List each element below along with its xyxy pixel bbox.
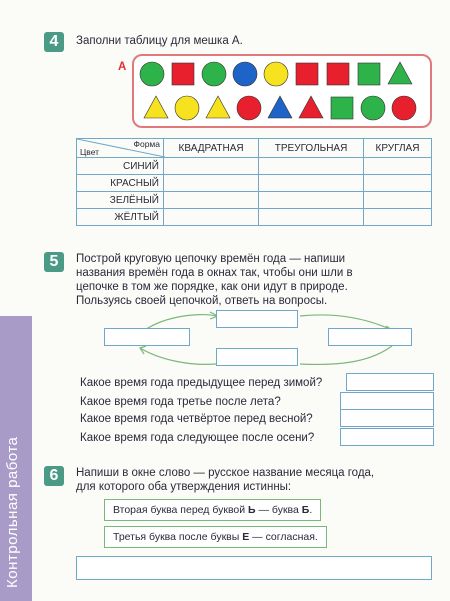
bag-circle [175, 96, 199, 120]
answer-cell[interactable] [363, 175, 431, 192]
task4-number: 4 [44, 32, 64, 52]
task6-line: Напиши в окне слово — русское название месяца года, [76, 467, 375, 479]
answer-cell[interactable] [363, 158, 431, 175]
month-answer-field[interactable] [76, 556, 432, 580]
bag-triangle [299, 96, 323, 118]
task4-title: Заполни таблицу для мешка А. [76, 35, 243, 47]
statement-text: Вторая буква перед буквой [113, 504, 249, 516]
answer-cell[interactable] [259, 158, 364, 175]
row-label: ЖЁЛТЫЙ [77, 209, 164, 226]
corner-top: Форма [133, 139, 160, 149]
table-row [77, 209, 432, 226]
bag-circle [392, 96, 416, 120]
sidebar [0, 0, 32, 601]
statement-text: — согласная. [249, 531, 318, 543]
answer-field[interactable] [340, 428, 434, 446]
task5-line: цепочке в том же порядке, как они идут в природе. [76, 281, 348, 293]
table-row [77, 192, 432, 209]
task6-number: 6 [44, 466, 64, 486]
season-window[interactable] [328, 328, 412, 346]
question: Какое время года третье после лета? [80, 396, 281, 408]
question: Какое время года предыдущее перед зимой? [80, 377, 323, 389]
statement-letter: Ь [248, 504, 256, 516]
statement-1 [104, 499, 321, 521]
season-window[interactable] [216, 348, 298, 366]
statement-text: Третья буква после буквы [113, 531, 243, 543]
col-header: КРУГЛАЯ [363, 139, 431, 158]
question: Какое время года следующее после осени? [80, 432, 315, 444]
statement-letter: Б [301, 504, 310, 516]
bag-circle [361, 96, 385, 120]
bag-triangle [206, 96, 230, 118]
answer-cell[interactable] [259, 209, 364, 226]
bag-circle [237, 96, 261, 120]
answer-field[interactable] [340, 409, 434, 427]
bag-circle [202, 62, 226, 86]
corner-bottom: Цвет [80, 147, 100, 157]
answer-cell[interactable] [259, 192, 364, 209]
task5-line: Пользуясь своей цепочкой, ответь на вопросы. [76, 295, 328, 307]
row-label: СИНИЙ [77, 158, 164, 175]
bag-triangle [144, 96, 168, 118]
col-header: КВАДРАТНАЯ [164, 139, 259, 158]
bag-square [331, 97, 353, 119]
answer-cell[interactable] [164, 175, 259, 192]
answer-cell[interactable] [363, 209, 431, 226]
answer-cell[interactable] [363, 192, 431, 209]
task6-line: для которого оба утверждения истинны: [76, 481, 292, 493]
bag-label: А [118, 61, 127, 73]
bag-shapes [134, 56, 430, 126]
bag-square [358, 63, 380, 85]
statement-2 [104, 526, 327, 548]
task5-line: названия времён года в окнах так, чтобы они шли в [76, 267, 353, 279]
col-header: ТРЕУГОЛЬНАЯ [259, 139, 364, 158]
bag-circle [233, 62, 257, 86]
bag-square [296, 63, 318, 85]
bag-circle [140, 62, 164, 86]
bag-triangle [268, 96, 292, 118]
task5-number: 5 [44, 252, 64, 272]
answer-cell[interactable] [164, 192, 259, 209]
season-window[interactable] [216, 310, 298, 328]
bag-triangle [388, 62, 412, 84]
sidebar-label: Контрольная работа [4, 436, 21, 588]
question: Какое время года четвёртое перед весной? [80, 413, 313, 425]
answer-cell[interactable] [164, 209, 259, 226]
season-window[interactable] [104, 328, 190, 346]
answer-field[interactable] [340, 392, 434, 410]
answer-field[interactable] [346, 373, 434, 391]
answer-cell[interactable] [259, 175, 364, 192]
task5-line: Построй круговую цепочку времён года — напиши [76, 253, 346, 265]
statement-text: — буква [255, 504, 302, 516]
bag-square [172, 63, 194, 85]
answer-cell[interactable] [164, 158, 259, 175]
statement-text: . [309, 504, 313, 516]
row-label: ЗЕЛЁНЫЙ [77, 192, 164, 209]
table-header-row [77, 139, 432, 158]
bag-square [327, 63, 349, 85]
bag-circle [264, 62, 288, 86]
statement-letter: Е [242, 531, 250, 543]
corner-cell [77, 139, 164, 158]
color-shape-table [76, 138, 432, 226]
bag-a [132, 54, 432, 128]
table-row [77, 175, 432, 192]
row-label: КРАСНЫЙ [77, 175, 164, 192]
table-row [77, 158, 432, 175]
